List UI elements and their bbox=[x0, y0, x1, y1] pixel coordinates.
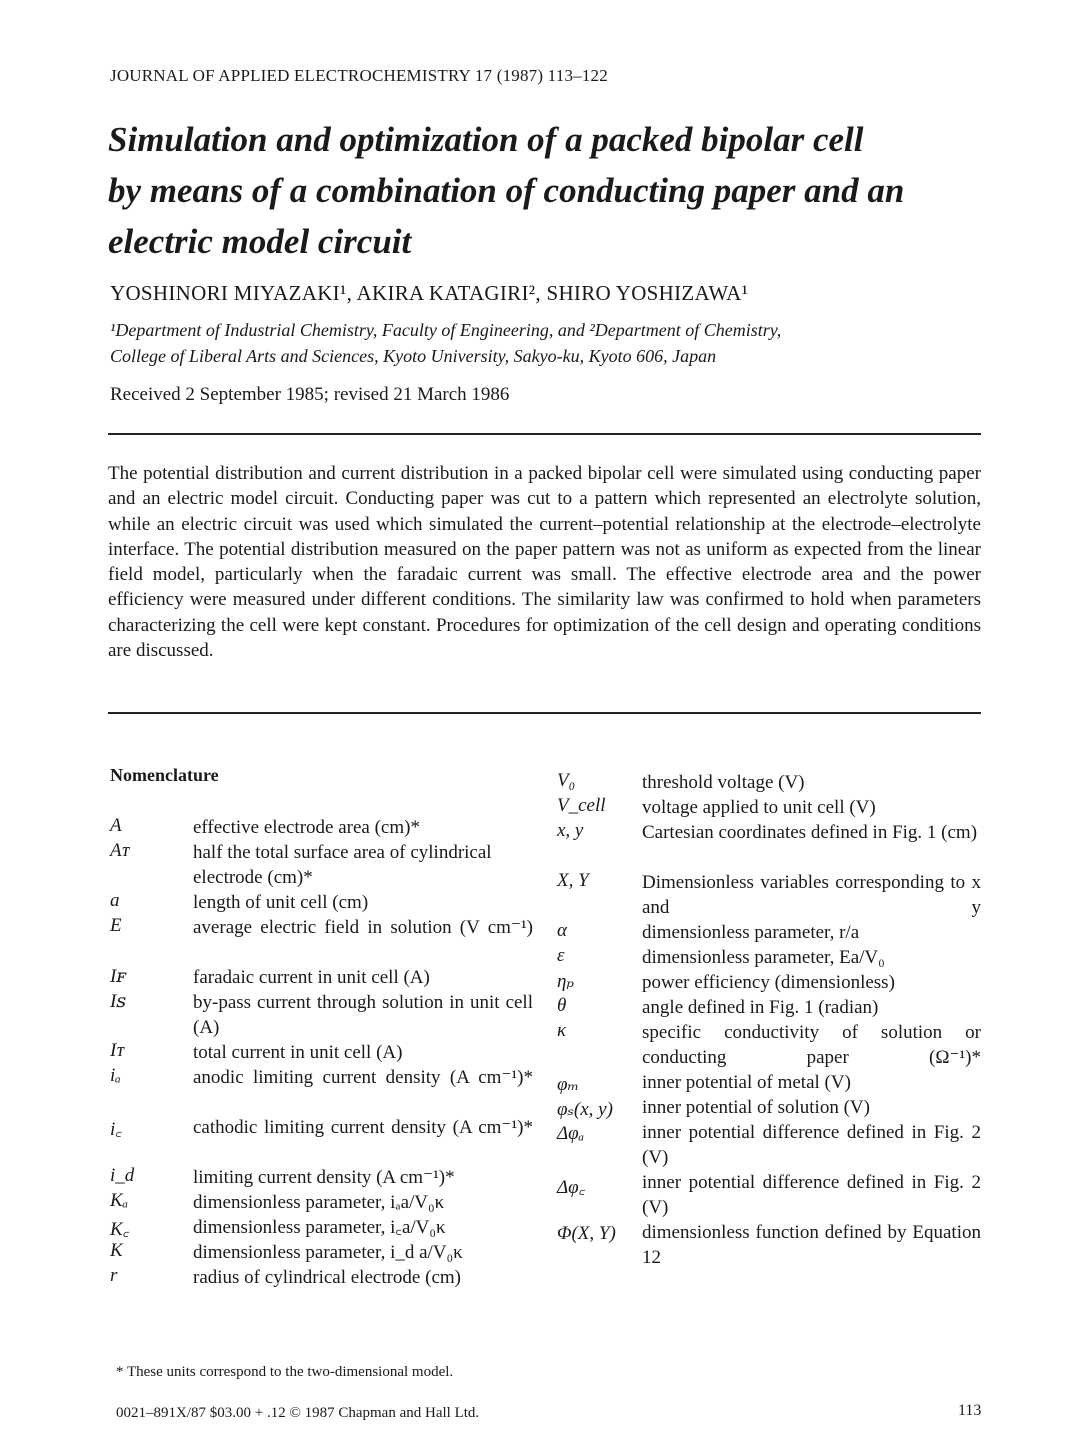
nom-symbol: ε bbox=[557, 945, 565, 966]
nom-desc: dimensionless parameter, r/a bbox=[642, 922, 860, 943]
abstract: The potential distribution and current distribution in a packed bipolar cell were simulated using conducting paper and an electric model circuit. Conducting paper was cut to a pattern which represented an electrolyte solution, while an electric circuit was used which simulated the current–potential relationship at the electrode–electrolyte interface. The potential distribution measured on the paper pattern was not as uniform as expected from the linear field model, particularly when the faradaic current was small. The effective electrode area and the power efficiency were measured under different conditions. The similarity law was confirmed to hold when parameters characterizing the cell were kept constant. Procedures for optimization of the cell design and operating conditions are discussed. bbox=[108, 463, 981, 662]
nom-symbol: Iᴛ bbox=[110, 1040, 124, 1061]
nom-symbol: ηₚ bbox=[557, 971, 575, 992]
title-line-2: by means of a combination of conducting paper and an bbox=[108, 171, 905, 210]
rule-bottom bbox=[108, 712, 981, 714]
affiliation-line-2: College of Liberal Arts and Sciences, Kyoto University, Sakyo-ku, Kyoto 606, Japan bbox=[110, 346, 717, 366]
page-number: 113 bbox=[958, 1402, 982, 1419]
nom-symbol: i꜀ bbox=[110, 1119, 122, 1140]
nom-symbol: iₐ bbox=[110, 1065, 121, 1086]
nom-desc: specific conductivity of solution or conducting paper (Ω⁻¹)* bbox=[642, 1022, 981, 1068]
nom-symbol: φₛ(x, y) bbox=[557, 1099, 613, 1120]
nom-desc: by-pass current through solution in unit cell (A) bbox=[193, 992, 533, 1038]
nom-desc: dimensionless parameter, i꜀a/V₀κ bbox=[193, 1217, 446, 1238]
nomenclature-heading: Nomenclature bbox=[110, 765, 219, 785]
affiliation-line-1: ¹Department of Industrial Chemistry, Faculty of Engineering, and ²Department of Chemistry, bbox=[110, 320, 782, 340]
nom-symbol: Kₐ bbox=[110, 1190, 129, 1211]
nom-desc: inner potential of solution (V) bbox=[642, 1097, 870, 1118]
nom-symbol: α bbox=[557, 920, 567, 941]
nom-desc: angle defined in Fig. 1 (radian) bbox=[642, 997, 879, 1018]
nom-desc: inner potential difference defined in Fig. 2 (V) bbox=[642, 1122, 981, 1168]
nom-symbol: θ bbox=[557, 995, 567, 1016]
authors: YOSHINORI MIYAZAKI¹, AKIRA KATAGIRI², SHIRO YOSHIZAWA¹ bbox=[110, 281, 749, 305]
nom-desc: faradaic current in unit cell (A) bbox=[193, 967, 430, 988]
nom-symbol: V_cell bbox=[557, 795, 606, 816]
title-line-1: Simulation and optimization of a packed bipolar cell bbox=[108, 120, 864, 159]
nom-desc: limiting current density (A cm⁻¹)* bbox=[193, 1167, 455, 1188]
nom-desc: length of unit cell (cm) bbox=[193, 892, 369, 913]
nom-desc: anodic limiting current density (A cm⁻¹)* bbox=[193, 1067, 533, 1088]
nom-symbol: x, y bbox=[557, 820, 584, 841]
nom-desc: power efficiency (dimensionless) bbox=[642, 972, 895, 993]
nom-desc: radius of cylindrical electrode (cm) bbox=[193, 1267, 461, 1288]
nom-desc: inner potential of metal (V) bbox=[642, 1072, 851, 1093]
nom-symbol: a bbox=[110, 890, 120, 911]
nom-symbol: X, Y bbox=[557, 870, 589, 891]
nom-symbol: Δφₐ bbox=[557, 1123, 585, 1144]
nom-desc: Cartesian coordinates defined in Fig. 1 (cm) bbox=[642, 822, 978, 843]
nom-symbol: Iꜱ bbox=[110, 991, 127, 1012]
nom-symbol: κ bbox=[557, 1020, 567, 1041]
nom-desc: total current in unit cell (A) bbox=[193, 1042, 403, 1063]
nom-desc: inner potential difference defined in Fig. 2 (V) bbox=[642, 1172, 981, 1218]
footnote: * These units correspond to the two-dimensional model. bbox=[116, 1364, 454, 1380]
nom-desc: Dimensionless variables corresponding to x and y bbox=[642, 872, 981, 918]
nom-desc: dimensionless parameter, iₐa/V₀κ bbox=[193, 1192, 445, 1213]
nom-symbol: i_d bbox=[110, 1165, 135, 1186]
nom-desc: dimensionless parameter, Ea/V₀ bbox=[642, 947, 885, 968]
nom-desc: dimensionless function defined by Equation 12 bbox=[642, 1222, 981, 1268]
nom-symbol: Δφ꜀ bbox=[557, 1177, 586, 1198]
nom-symbol: Aᴛ bbox=[110, 840, 129, 861]
title-line-3: electric model circuit bbox=[108, 222, 412, 261]
nom-symbol: φₘ bbox=[557, 1074, 580, 1095]
nom-symbol: r bbox=[110, 1265, 118, 1286]
article-title bbox=[108, 114, 1008, 267]
nom-desc: threshold voltage (V) bbox=[642, 772, 805, 793]
affiliations bbox=[110, 317, 1010, 369]
nom-desc: voltage applied to unit cell (V) bbox=[642, 797, 876, 818]
nom-symbol: Iꜰ bbox=[110, 966, 127, 987]
nom-desc: half the total surface area of cylindrical electrode (cm)* bbox=[193, 842, 492, 888]
rule-top bbox=[108, 433, 981, 435]
journal-header: JOURNAL OF APPLIED ELECTROCHEMISTRY 17 (1987) 113–122 bbox=[110, 66, 608, 85]
nom-symbol: K꜀ bbox=[110, 1219, 130, 1240]
nom-symbol: A bbox=[110, 815, 122, 836]
received-dates: Received 2 September 1985; revised 21 March 1986 bbox=[110, 384, 510, 405]
nom-desc: average electric field in solution (V cm⁻¹) bbox=[193, 917, 533, 938]
nom-desc: effective electrode area (cm)* bbox=[193, 817, 420, 838]
nom-symbol: E bbox=[110, 915, 122, 936]
nom-symbol: K bbox=[110, 1240, 123, 1261]
nom-symbol: V₀ bbox=[557, 770, 576, 791]
footer-code: 0021–891X/87 $03.00 + .12 © 1987 Chapman and Hall Ltd. bbox=[116, 1405, 480, 1421]
nom-desc: cathodic limiting current density (A cm⁻¹)* bbox=[193, 1117, 533, 1138]
nom-desc: dimensionless parameter, i_d a/V₀κ bbox=[193, 1242, 463, 1263]
nom-symbol: Φ(X, Y) bbox=[557, 1223, 616, 1244]
